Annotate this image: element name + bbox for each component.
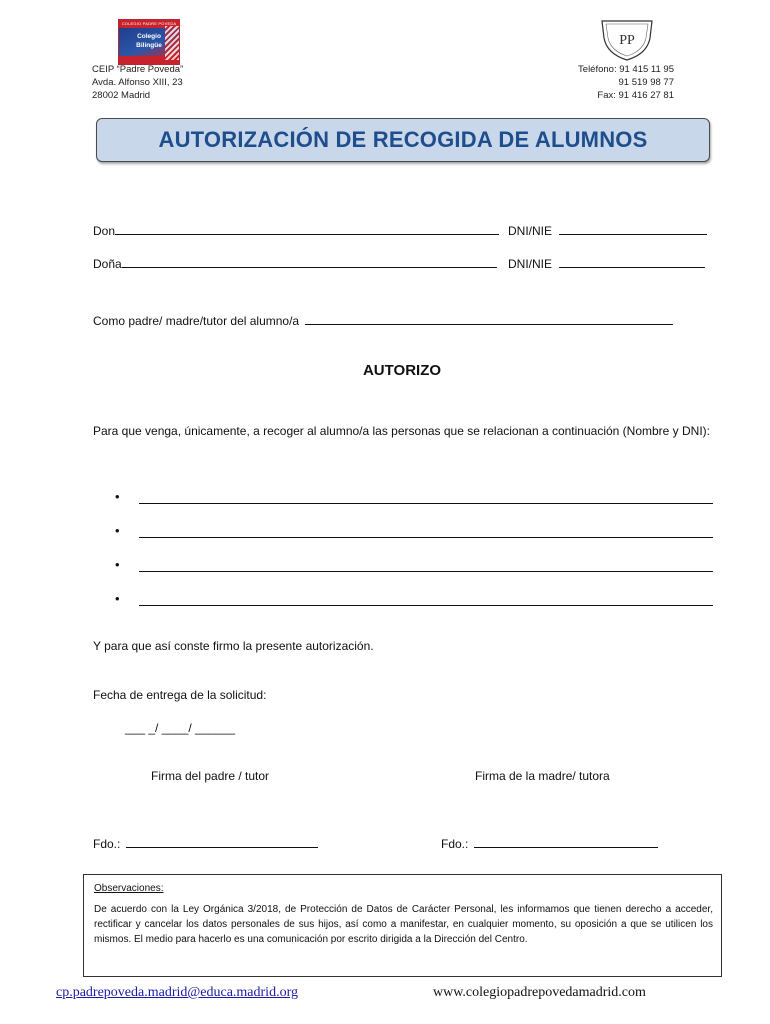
bullet-1: •	[115, 489, 120, 504]
observaciones-title: Observaciones:	[94, 883, 164, 894]
firma-madre-label: Firma de la madre/ tutora	[475, 769, 610, 783]
school-address-block	[92, 63, 183, 102]
logo-flag-stripe	[165, 26, 180, 60]
logo-line2: Bilingüe	[136, 42, 162, 49]
fdo-padre-label: Fdo.:	[93, 837, 121, 851]
don-dni-row	[508, 222, 707, 238]
date-field[interactable]: ___ _/ ____/ ______	[125, 721, 236, 735]
phone-1: Teléfono: 91 415 11 95	[578, 64, 674, 75]
fdo-madre-field[interactable]	[474, 835, 658, 848]
bullet-3: •	[115, 557, 120, 572]
fecha-label: Fecha de entrega de la solicitud:	[93, 688, 267, 702]
address-line-1: Avda. Alfonso XIII, 23	[92, 77, 183, 88]
dona-dni-label: DNI/NIE	[508, 257, 553, 271]
crest-monogram: PP	[619, 33, 635, 48]
document-title: AUTORIZACIÓN DE RECOGIDA DE ALUMNOS	[158, 127, 648, 152]
firma-padre-label: Firma del padre / tutor	[151, 769, 270, 783]
dona-dni-field[interactable]	[559, 255, 705, 268]
dona-row	[93, 255, 497, 271]
student-name-field[interactable]	[305, 312, 673, 325]
fdo-padre-field[interactable]	[126, 835, 318, 848]
logo-middle	[119, 28, 179, 56]
logo-top-band: COLEGIO PADRE POVEDA	[119, 20, 179, 28]
footer-email-link[interactable]: cp.padrepoveda.madrid@educa.madrid.org	[56, 985, 298, 1000]
authorized-person-field-4[interactable]	[139, 605, 713, 606]
title-box	[96, 118, 710, 162]
tutor-label: Como padre/ madre/tutor del alumno/a	[93, 314, 300, 328]
observaciones-text: De acuerdo con la Ley Orgánica 3/2018, de Protección de Datos de Carácter Personal, les informamos que tienen derecho a acceder, rectificar y cancelar los datos personales de sus hijos, así como a manifestar, en cualquier momento, su oposición a que se utilicen los mismos. El medio para hacerlo es una comunicación por escrito dirigida a la Dirección del Centro.	[94, 904, 713, 945]
contact-block	[578, 63, 674, 102]
conste-text: Y para que así conste firmo la presente autorización.	[93, 639, 374, 653]
don-name-field[interactable]	[115, 222, 499, 235]
don-label: Don	[93, 224, 116, 238]
authorized-person-field-1[interactable]	[139, 503, 713, 504]
school-crest-logo	[598, 18, 656, 62]
authorized-person-field-2[interactable]	[139, 537, 713, 538]
autorizo-heading: AUTORIZO	[362, 362, 442, 379]
don-row	[93, 222, 499, 238]
school-logo-bilingual	[118, 19, 180, 65]
crest-icon	[598, 18, 656, 62]
fdo-madre-label: Fdo.:	[441, 837, 469, 851]
tutor-row	[93, 312, 673, 328]
dona-label: Doña	[93, 257, 122, 271]
bullet-2: •	[115, 523, 120, 538]
dona-dni-row	[508, 255, 705, 271]
bullet-4: •	[115, 591, 120, 606]
dona-name-field[interactable]	[122, 255, 497, 268]
authorized-person-field-3[interactable]	[139, 571, 713, 572]
don-dni-field[interactable]	[559, 222, 707, 235]
don-dni-label: DNI/NIE	[508, 224, 553, 238]
fax: Fax: 91 416 27 81	[597, 90, 674, 101]
logo-line1: Colegio	[137, 33, 161, 40]
fdo-madre-row	[441, 835, 658, 851]
instruction-text: Para que venga, únicamente, a recoger al alumno/a las personas que se relacionan a continuación (Nombre y DNI):	[93, 424, 711, 438]
phone-2: 91 519 98 77	[618, 77, 674, 88]
fdo-padre-row	[93, 835, 318, 851]
address-line-2: 28002 Madrid	[92, 90, 151, 101]
school-name: CEIP “Padre Poveda”	[92, 64, 184, 75]
footer-website: www.colegiopadrepovedamadrid.com	[433, 985, 646, 1000]
observaciones-box	[83, 874, 722, 977]
